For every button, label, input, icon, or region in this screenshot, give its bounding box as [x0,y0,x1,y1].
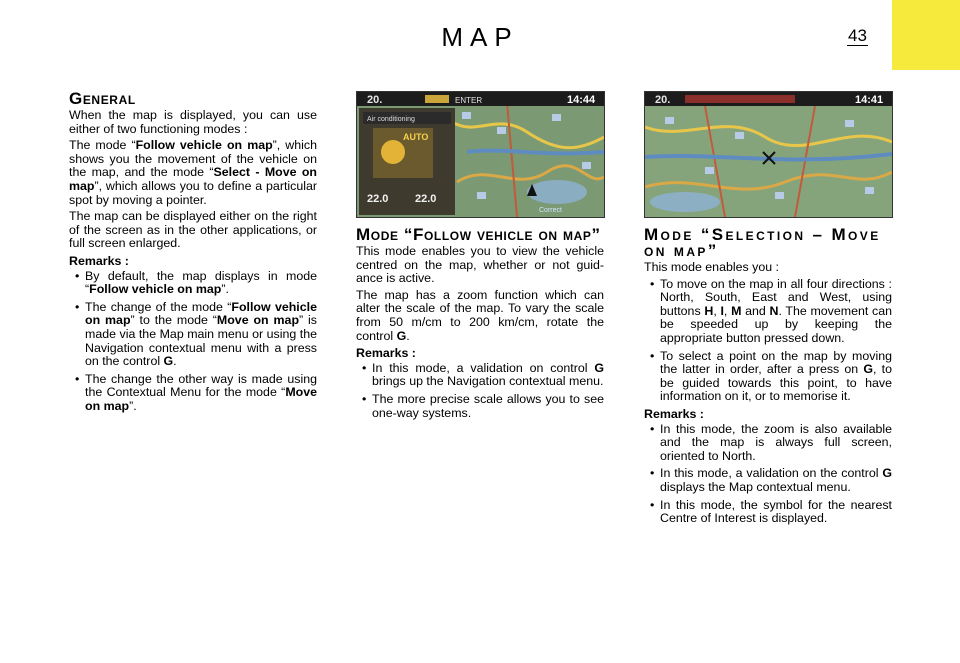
screen-time: 14:44 [567,94,596,106]
list-item: • To move on the map in all four directions : North, South, East and West, using buttons H, I, M and N. The movement can be speeded up by keeping the appropriate button pressed down. [644,278,892,346]
general-modes: The mode “Follow vehicle on map”, which shows you the movement of the vehicle on the map, and the mode “Select - Move on map”, which allows you to define a particular spot by moving a pointer. [69,138,317,207]
screen-temp-left: 20. [367,94,383,106]
list-item: • The change the other way is made using the Contextual Menu for the mode “Move on map”. [69,373,317,414]
follow-mode-heading: Mode “Follow vehicle on map” [356,225,601,244]
general-section [69,91,317,417]
follow-remarks-label: Remarks : [356,346,416,361]
selection-mode-section [644,227,892,530]
general-intro: When the map is displayed, you can use either of two functioning modes : [69,108,317,136]
screen-status: ENTER [455,96,483,105]
screen-temp2: 22.0 [415,193,437,205]
selection-remarks-label: Remarks : [644,406,704,421]
follow-mode-screen-image [356,91,605,218]
selection-mode-heading: Mode “Selection – Move on map” [644,225,881,260]
list-item: • To select a point on the map by moving the latter in order, after a press on G, to be guided towards this point, to have information on it, or to memorise it. [644,350,892,404]
screen-tag: Correct [539,207,562,214]
list-item: • The change of the mode “Follow vehicle on map” to the mode “Move on map” is made via the Map main menu or using the Navigation contextual menu with a press on the control G. [69,301,317,369]
list-item: • In this mode, a validation on the control G displays the Map contextual menu. [644,467,892,494]
list-item: • The more precise scale allows you to see one-way systems. [356,393,604,420]
selection-mode-screen-image [644,91,893,218]
general-remarks-label: Remarks : [69,253,129,268]
list-item: • By default, the map displays in mode “Follow vehicle on map”. [69,270,317,297]
screen-panel-title: Air conditioning [367,116,415,123]
screen-temp1: 22.0 [367,193,389,205]
follow-mode-section [356,227,604,424]
general-remarks-list [69,270,317,414]
selection-mode-list [644,278,892,404]
selection-mode-intro: This mode enables you : [644,260,779,274]
general-display: The map can be displayed either on the right of the screen as in the other applications, or full screen enlarged. [69,209,317,251]
screen-time: 14:41 [855,94,884,106]
list-item: • In this mode, the symbol for the nearest Centre of Interest is displayed. [644,499,892,526]
selection-remarks-list [644,423,892,526]
list-item: • In this mode, a validation on control G brings up the Navigation contextual menu. [356,362,604,389]
screen-temp-left: 20. [655,94,671,106]
list-item: • In this mode, the zoom is also available and the map is always full screen, oriented to North. [644,423,892,464]
page-title: MAP [441,22,519,52]
follow-mode-zoom: The map has a zoom function which can alter the scale of the map. To vary the scale from 50 m/cm to 200 km/cm, rotate the control G. [356,287,604,343]
screen-auto: AUTO [403,132,429,142]
follow-remarks-list [356,362,604,420]
follow-mode-intro: This mode enables you to view the vehicle centred on the map, whether or not guid-ance is active. [356,244,604,286]
general-heading: General [69,89,136,108]
page-number: 43 [848,26,867,45]
